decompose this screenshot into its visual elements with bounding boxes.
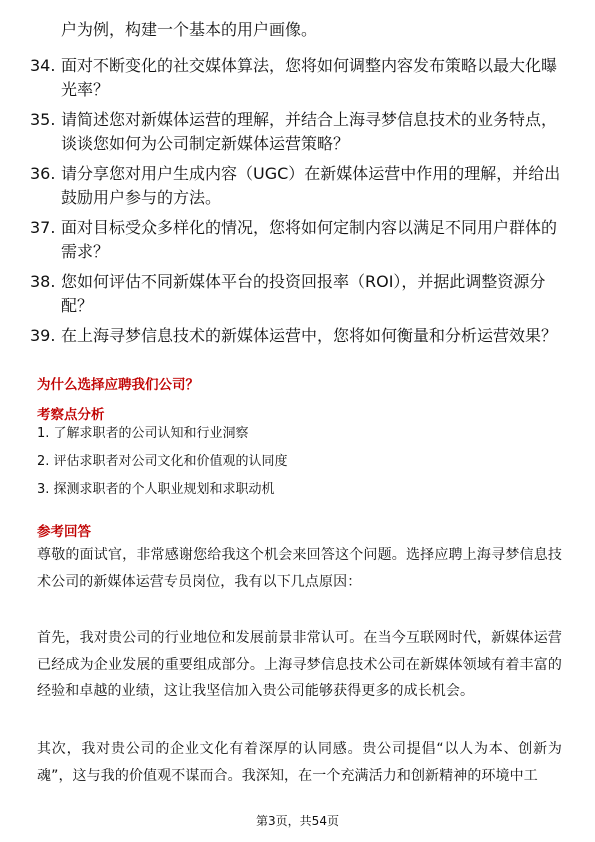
question-text: 请简述您对新媒体运营的理解，并结合上海寻梦信息技术的业务特点，谈谈您如何为公司制定新媒体运营策略？ [61, 110, 558, 153]
analysis-heading: 考察点分析 [37, 407, 105, 423]
analysis-item: 3. 探测求职者的个人职业规划和求职动机 [37, 482, 275, 497]
question-item [30, 162, 570, 210]
question-number: 36. [30, 164, 56, 183]
answer-paragraph: 首先，我对贵公司的行业地位和发展前景非常认可。在当今互联网时代，新媒体运营已经成为企业发展的重要组成部分。上海寻梦信息技术公司在新媒体领域有着丰富的经验和卓越的业绩，这让我坚信加入贵公司能够获得更多的成长机会。 [37, 630, 562, 699]
question-number: 39. [30, 326, 56, 345]
question-text: 在上海寻梦信息技术的新媒体运营中，您将如何衡量和分析运营效果？ [61, 326, 558, 345]
question-item [30, 270, 570, 318]
question-number: 37. [30, 218, 56, 237]
question-item [30, 324, 570, 348]
question-number: 35. [30, 110, 56, 129]
question-list [30, 54, 570, 354]
analysis-list [37, 425, 288, 509]
question-number: 38. [30, 272, 56, 291]
question-item [30, 54, 570, 102]
reference-answer-heading: 参考回答 [37, 524, 91, 540]
section-question-heading: 为什么选择应聘我们公司？ [37, 377, 199, 393]
question-text: 面对不断变化的社交媒体算法，您将如何调整内容发布策略以最大化曝光率？ [61, 56, 558, 99]
analysis-item: 1. 了解求职者的公司认知和行业洞察 [37, 426, 249, 441]
question-text: 请分享您对用户生成内容（UGC）在新媒体运营中作用的理解，并给出鼓励用户参与的方法。 [61, 164, 561, 207]
question-continuation-text: 户为例，构建一个基本的用户画像。 [61, 20, 318, 39]
question-text: 面对目标受众多样化的情况，您将如何定制内容以满足不同用户群体的需求？ [61, 218, 558, 261]
question-number: 34. [30, 56, 56, 75]
question-item [30, 216, 570, 264]
answer-paragraph: 尊敬的面试官，非常感谢您给我这个机会来回答这个问题。选择应聘上海寻梦信息技术公司的新媒体运营专员岗位，我有以下几点原因： [37, 547, 562, 590]
page-footer: 第3页，共54页 [256, 814, 339, 828]
analysis-item: 2. 评估求职者对公司文化和价值观的认同度 [37, 454, 288, 469]
question-text: 您如何评估不同新媒体平台的投资回报率（ROI），并据此调整资源分配？ [61, 272, 546, 315]
answer-paragraph: 其次，我对贵公司的企业文化有着深厚的认同感。贵公司提倡“以人为本、创新为魂”，这与我的价值观不谋而合。我深知，在一个充满活力和创新精神的环境中工 [37, 741, 562, 784]
question-item [30, 108, 570, 156]
